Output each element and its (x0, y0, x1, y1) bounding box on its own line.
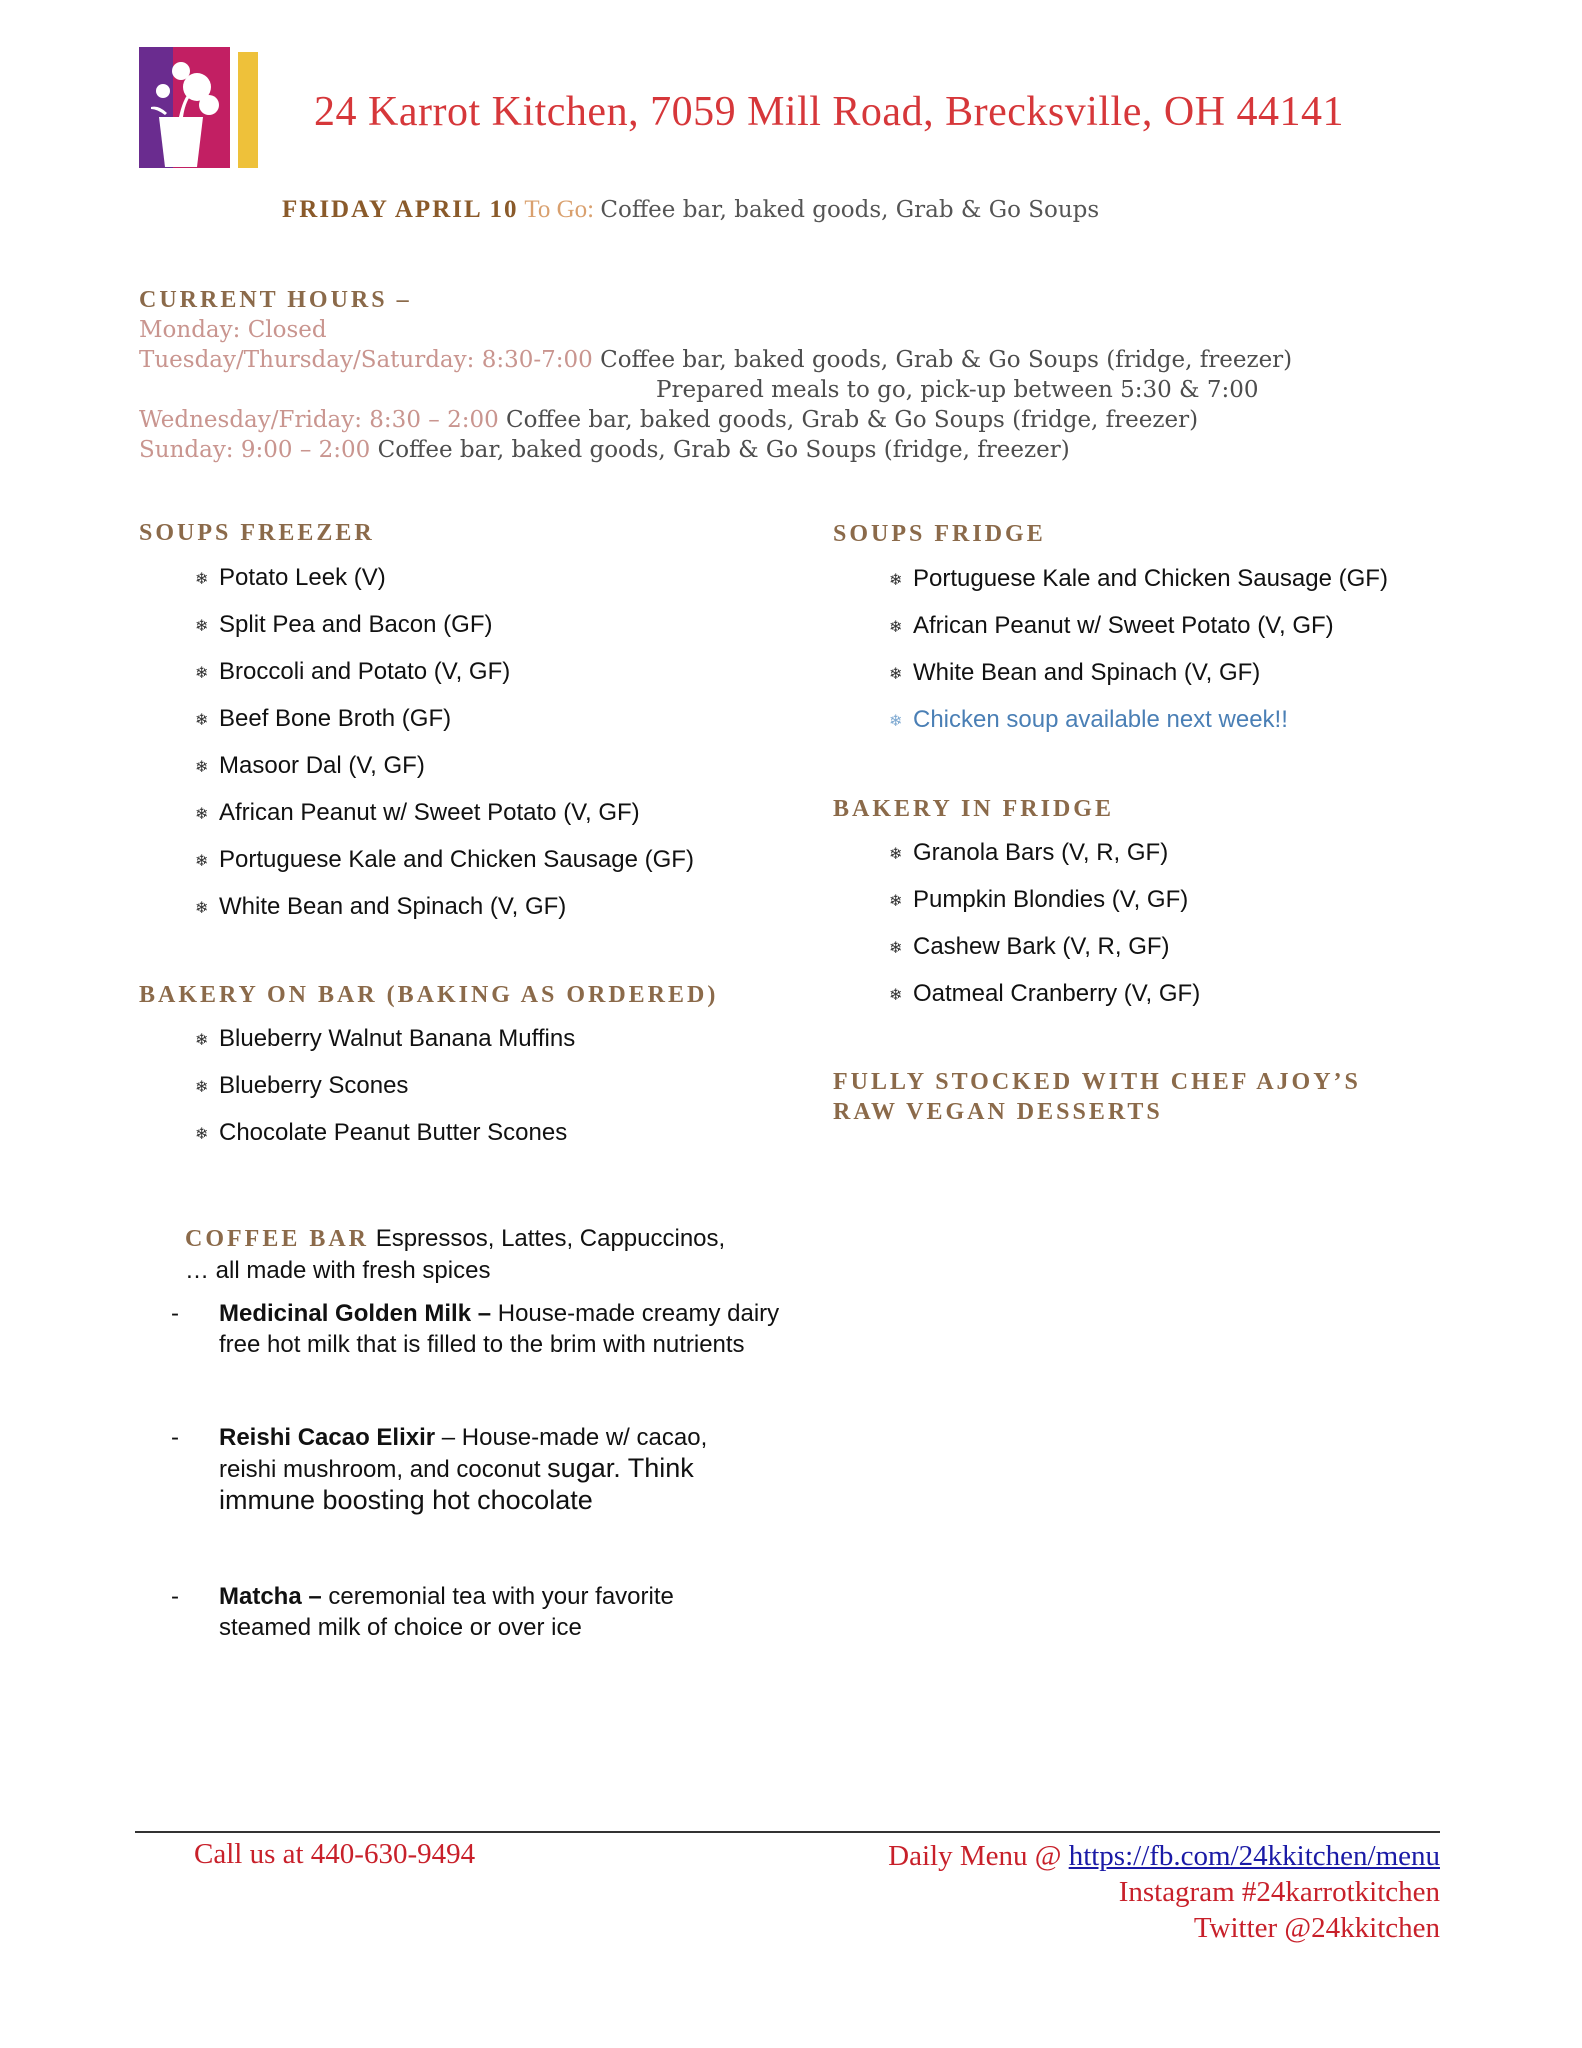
list-item (889, 979, 1201, 1026)
today-notice (282, 196, 1099, 224)
coffee-item-name: Reishi Cacao Elixir (219, 1424, 436, 1451)
raw-vegan-line: RAW VEGAN DESSERTS (833, 1099, 1163, 1125)
footer-divider (135, 1831, 1440, 1833)
daily-menu-line (888, 1838, 1440, 1874)
list-item (889, 885, 1200, 932)
coffee-item-name: Medicinal Golden Milk – (219, 1300, 492, 1327)
coffee-item-desc: ceremonial tea with your favorite steamed milk of choice or over ice (219, 1583, 674, 1641)
snowflake-bullet-icon: ❄ (889, 572, 903, 589)
snowflake-bullet-icon: ❄ (195, 900, 209, 917)
hours-description-continued: Prepared meals to go, pick-up between 5:30 & 7:00 (656, 377, 1259, 403)
item-label: African Peanut w/ Sweet Potato (V, GF) (913, 612, 1334, 639)
snowflake-bullet-icon: ❄ (195, 618, 209, 635)
list-item (195, 704, 694, 751)
coffee-bar-intro (185, 1223, 725, 1286)
snowflake-bullet-icon: ❄ (889, 713, 903, 730)
item-label: Blueberry Walnut Banana Muffins (219, 1025, 576, 1052)
kitchen-logo (139, 47, 260, 168)
item-label: Portuguese Kale and Chicken Sausage (GF) (913, 565, 1388, 592)
hours-tue-thu-sat (139, 345, 1439, 375)
item-label: Beef Bone Broth (GF) (219, 705, 452, 732)
snowflake-bullet-icon: ❄ (195, 712, 209, 729)
soups-freezer-list (195, 563, 694, 939)
list-item (195, 845, 694, 892)
coffee-item-desc-continued: sugar. Think immune boosting hot chocolate (219, 1453, 694, 1515)
coffee-item-desc: – House-made w/ cacao, reishi mushroom, and coconut (219, 1424, 708, 1483)
list-item (195, 610, 694, 657)
item-label: Potato Leek (V) (219, 564, 386, 591)
hours-heading: CURRENT HOURS – (139, 287, 412, 313)
dash-bullet: - (171, 1583, 179, 1610)
list-item (889, 658, 1388, 705)
soups-freezer-heading: SOUPS FREEZER (139, 520, 375, 546)
hours-monday: Monday: Closed (139, 317, 327, 343)
list-item (195, 892, 694, 939)
coffee-item-golden-milk (171, 1298, 791, 1360)
item-label: Chocolate Peanut Butter Scones (219, 1119, 568, 1146)
togo-label: To Go: (524, 196, 595, 223)
instagram-handle: Instagram #24karrotkitchen (1118, 1876, 1440, 1908)
item-label: White Bean and Spinach (V, GF) (219, 893, 567, 920)
item-label: Cashew Bark (V, R, GF) (913, 933, 1170, 960)
snowflake-bullet-icon: ❄ (195, 853, 209, 870)
list-item (195, 657, 694, 704)
snowflake-bullet-icon: ❄ (889, 893, 903, 910)
bakery-bar-list (195, 1024, 576, 1165)
plant-silhouette-icon (139, 47, 230, 168)
hours-days: Tuesday/Thursday/Saturday: 8:30-7:00 (139, 347, 593, 373)
snowflake-bullet-icon: ❄ (195, 806, 209, 823)
dash-bullet: - (171, 1300, 179, 1327)
snowflake-bullet-icon: ❄ (889, 987, 903, 1004)
item-label: Split Pea and Bacon (GF) (219, 611, 493, 638)
daily-menu-label: Daily Menu @ (888, 1840, 1062, 1872)
soups-fridge-heading: SOUPS FRIDGE (833, 521, 1046, 547)
list-item (195, 798, 694, 845)
phone-contact: Call us at 440-630-9494 (194, 1838, 476, 1870)
list-item (889, 932, 1200, 979)
hours-sunday (139, 435, 1439, 465)
snowflake-bullet-icon: ❄ (889, 619, 903, 636)
list-item (889, 611, 1388, 658)
hours-days: Wednesday/Friday: 8:30 – 2:00 (139, 407, 499, 433)
item-label: Portuguese Kale and Chicken Sausage (GF) (219, 846, 694, 873)
raw-vegan-line: FULLY STOCKED WITH CHEF AJOY’S (833, 1069, 1361, 1095)
list-item-note (889, 705, 1388, 752)
hours-description: Coffee bar, baked goods, Grab & Go Soups (fridge, freezer) (506, 407, 1199, 433)
snowflake-bullet-icon: ❄ (195, 571, 209, 588)
soups-fridge-list (889, 564, 1388, 752)
snowflake-bullet-icon: ❄ (889, 666, 903, 683)
coffee-item-desc: House-made creamy dairy free hot milk that is filled to the brim with nutrients (219, 1300, 780, 1358)
item-label: Oatmeal Cranberry (V, GF) (913, 980, 1201, 1007)
bakery-bar-heading: BAKERY ON BAR (BAKING AS ORDERED) (139, 982, 719, 1008)
today-date: FRIDAY APRIL 10 (282, 196, 519, 223)
snowflake-bullet-icon: ❄ (195, 1032, 209, 1049)
coffee-item-matcha (171, 1581, 791, 1643)
snowflake-bullet-icon: ❄ (195, 1079, 209, 1096)
coffee-bar-heading: COFFEE BAR (185, 1226, 370, 1252)
item-label: Granola Bars (V, R, GF) (913, 839, 1169, 866)
hours-description: Coffee bar, baked goods, Grab & Go Soups (fridge, freezer) (377, 437, 1070, 463)
daily-menu-link[interactable]: https://fb.com/24kkitchen/menu (1068, 1840, 1440, 1872)
snowflake-bullet-icon: ❄ (195, 759, 209, 776)
list-item (195, 1071, 575, 1118)
current-hours (139, 285, 1439, 465)
togo-description: Coffee bar, baked goods, Grab & Go Soups (600, 197, 1100, 223)
item-label: White Bean and Spinach (V, GF) (913, 659, 1261, 686)
coffee-item-name: Matcha – (219, 1583, 322, 1610)
hours-days: Sunday: 9:00 – 2:00 (139, 437, 371, 463)
item-label: Blueberry Scones (219, 1072, 409, 1099)
item-label: Broccoli and Potato (V, GF) (219, 658, 511, 685)
item-label: Pumpkin Blondies (V, GF) (913, 886, 1189, 913)
logo-gold-bar (238, 52, 258, 168)
list-item (889, 564, 1388, 611)
snowflake-bullet-icon: ❄ (889, 940, 903, 957)
snowflake-bullet-icon: ❄ (195, 665, 209, 682)
bakery-fridge-list (889, 838, 1201, 1026)
snowflake-bullet-icon: ❄ (889, 846, 903, 863)
footer-social (888, 1838, 1440, 1946)
hours-wed-fri (139, 405, 1439, 435)
list-item (195, 1024, 576, 1071)
list-item (195, 1118, 575, 1165)
twitter-handle: Twitter @24kkitchen (1193, 1912, 1440, 1944)
item-label: African Peanut w/ Sweet Potato (V, GF) (219, 799, 640, 826)
list-item (195, 751, 694, 798)
coffee-bar-note: … all made with fresh spices (185, 1257, 491, 1284)
list-item (195, 563, 694, 610)
hours-description: Coffee bar, baked goods, Grab & Go Soups (fridge, freezer) (600, 347, 1293, 373)
page-title: 24 Karrot Kitchen, 7059 Mill Road, Brecksville, OH 44141 (314, 89, 1345, 135)
coffee-bar-drinks: Espressos, Lattes, Cappuccinos, (375, 1225, 726, 1252)
item-label: Masoor Dal (V, GF) (219, 752, 425, 779)
list-item (889, 838, 1200, 885)
bakery-fridge-heading: BAKERY IN FRIDGE (833, 796, 1114, 822)
raw-vegan-heading (833, 1067, 1433, 1127)
coffee-item-reishi-cacao (171, 1422, 791, 1517)
dash-bullet: - (171, 1424, 179, 1451)
item-label: Chicken soup available next week!! (913, 706, 1288, 733)
snowflake-bullet-icon: ❄ (195, 1126, 209, 1143)
